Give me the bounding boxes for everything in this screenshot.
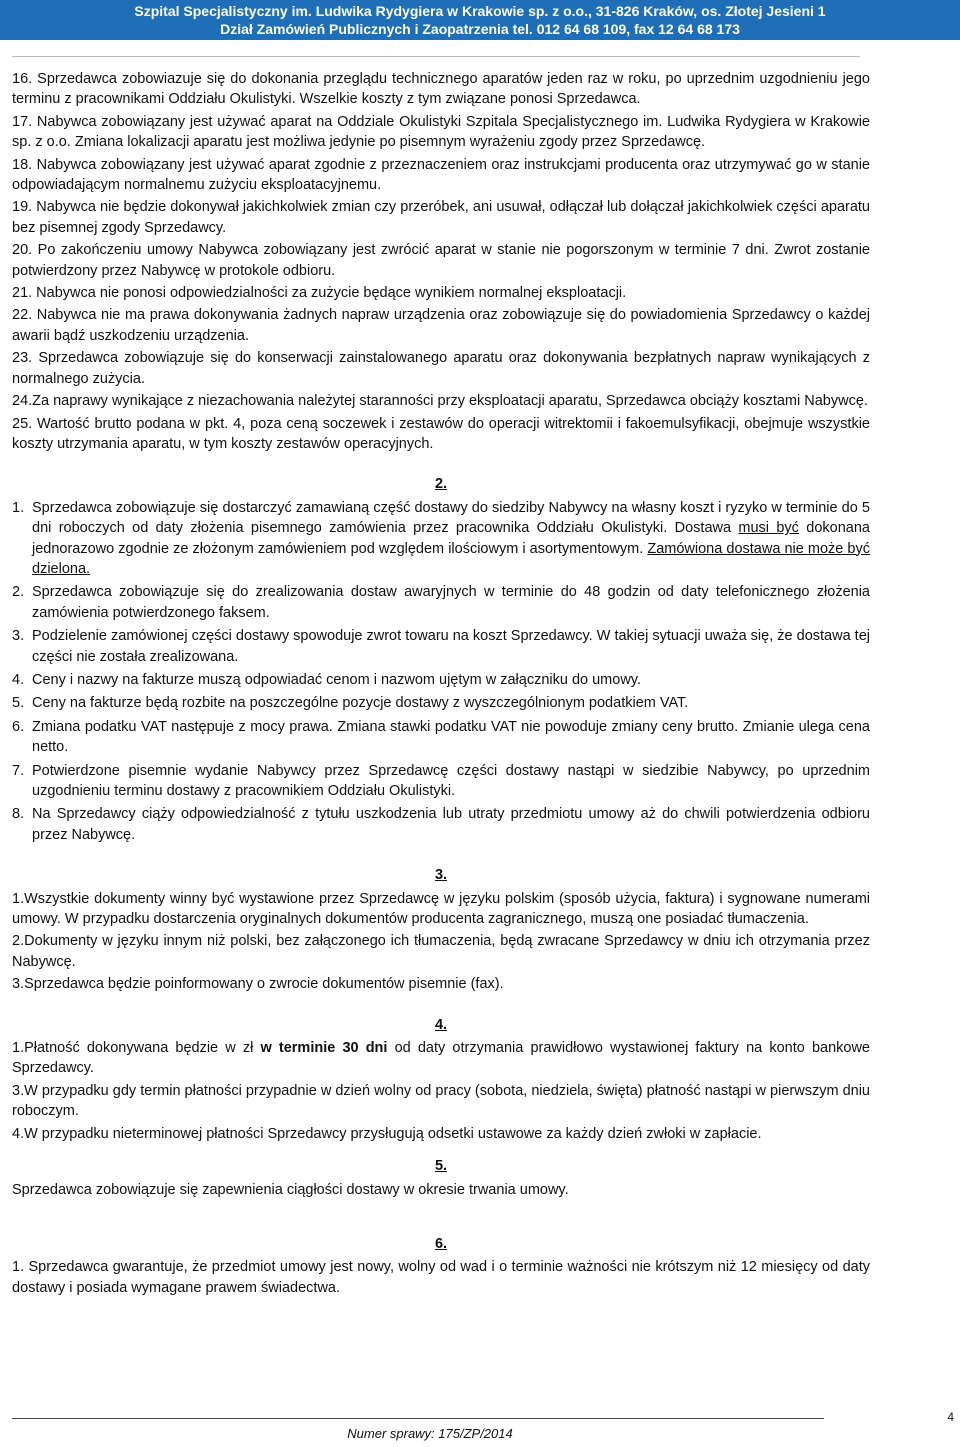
item-number: 2. <box>12 584 25 601</box>
section-3-paragraph: 1.Wszystkie dokumenty winny być wystawione przez Sprzedawcę w języku polskim (sposób użycia, faktura) i sygnowane numerami umowy. W przypadku dostarczenia oryginalnych dokumentów producenta zagranicznego, muszą one posiadać tłumaczenia. <box>12 890 870 928</box>
list-item <box>12 804 870 845</box>
list-item <box>12 693 870 713</box>
clause-24: 24.Za naprawy wynikające z niezachowania należytej staranności przy eksploatacji aparatu, Sprzedawca obciąży kosztami Nabywcę. <box>12 393 868 410</box>
list-item <box>12 717 870 758</box>
item-text <box>32 498 870 580</box>
item-number: 8. <box>12 806 25 823</box>
clause-25: 25. Wartość brutto podana w pkt. 4, poza ceną soczewek i zestawów do operacji witrektomii i fakoemulsyfikacji, obejmuje wszystkie koszty utrzymania aparatu, w tym koszty zestawów operacyjnych. <box>12 415 870 452</box>
list-item <box>12 626 870 667</box>
page-header <box>0 0 960 40</box>
item-text-part: dokonana jednorazowo zgodnie ze złożonym zamówieniem pod względem ilościowym i asortymentowym. <box>32 520 870 557</box>
footer-divider <box>12 1418 824 1419</box>
item-number: 6. <box>12 718 25 735</box>
item-text: Potwierdzone pisemnie wydanie Nabywcy przez Sprzedawcę części dostawy nastąpi w siedzibie Nabywcy, po uprzednim uzgodnieniu terminu dostawy z pracownikiem Oddziału Okulistyki. <box>32 762 870 799</box>
header-line-2: Dział Zamówień Publicznych i Zaopatrzenia tel. 012 64 68 109, fax 12 64 68 173 <box>220 21 740 37</box>
underlined-text: Zamówiona dostawa nie może być dzielona. <box>32 540 870 577</box>
item-number: 5. <box>12 695 25 712</box>
clause-20: 20. Po zakończeniu umowy Nabywca zobowiązany jest zwrócić aparat w stanie nie pogorszonym w terminie 7 dni. Zwrot zostanie potwierdzony przez Nabywcę w protokole odbioru. <box>12 242 870 279</box>
item-number: 1. <box>12 499 25 516</box>
item-text: Podzielenie zamówionej części dostawy spowoduje zwrot towaru na koszt Sprzedawcy. W takiej sytuacji uważa się, że dostawa tej części nie została zrealizowana. <box>32 628 870 665</box>
document-body <box>12 69 870 1300</box>
item-text: Na Sprzedawcy ciąży odpowiedzialność z tytułu uszkodzenia lub utraty przedmiotu umowy aż do chwili potwierdzenia odbioru przez Nabywcę. <box>32 806 870 843</box>
clause-18: 18. Nabywca zobowiązany jest używać aparat zgodnie z przeznaczeniem oraz instrukcjami producenta oraz utrzymywać go w stanie odpowiadającym normalnemu zużyciu eksploatacyjnemu. <box>12 156 870 194</box>
clause-19: 19. Nabywca nie będzie dokonywał jakichkolwiek zmian czy przeróbek, ani usuwał, odłączał lub dołączał jakichkolwiek części aparatu bez pisemnej zgody Sprzedawcy. <box>12 199 870 236</box>
section-2-list <box>12 498 870 846</box>
bold-text: w terminie 30 dni <box>260 1040 388 1057</box>
clause-16: 16. Sprzedawca zobowiazuje się do dokonania przeglądu technicznego aparatów jeden raz w roku, po uprzednim uzgodnieniu jego terminu z pracownikami Oddziału Okulistyki. Wszelkie koszty z tym związane ponosi Sprzedawca. <box>12 71 870 108</box>
section-5-paragraph: Sprzedawca zobowiązuje się zapewnienia ciągłości dostawy w okresie trwania umowy. <box>12 1181 569 1198</box>
section-3-paragraph: 2.Dokumenty w języku innym niż polski, bez załączonego ich tłumaczenia, będą zwracane Sprzedawcy w dniu ich otrzymania przez Nabywcę. <box>12 933 870 970</box>
item-text: Sprzedawca zobowiązuje się do zrealizowania dostaw awaryjnych w terminie do 48 godzin od daty telefonicznego złożenia zamówienia potwierdzonego faksem. <box>32 584 870 621</box>
section-4-heading: 4. <box>434 1016 448 1033</box>
section-6-heading: 6. <box>434 1235 448 1252</box>
section-5-heading: 5. <box>434 1158 448 1175</box>
section-4-paragraph: 3.W przypadku gdy termin płatności przypadnie w dzień wolny od pracy (sobota, niedziela, święta) płatność nastąpi w pierwszym dniu roboczym. <box>12 1082 870 1120</box>
item-number: 3. <box>12 628 25 645</box>
underlined-text: musi być <box>738 520 799 537</box>
clause-23: 23. Sprzedawca zobowiązuje się do konserwacji zainstalowanego aparatu oraz dokonywania bezpłatnych napraw wynikających z normalnego zużycia. <box>12 350 870 387</box>
section-3-heading: 3. <box>434 867 448 884</box>
list-item <box>12 498 870 580</box>
paragraph-text-part: 1.Płatność dokonywana będzie w zł <box>12 1040 261 1057</box>
item-text: Ceny i nazwy na fakturze muszą odpowiadać cenom i nazwom ujętym w załączniku do umowy. <box>32 671 641 688</box>
clause-22: 22. Nabywca nie ma prawa dokonywania żadnych napraw urządzenia oraz zobowiązuje się do powiadomienia Sprzedawcy o każdej awarii bądź uszkodzeniu urządzenia. <box>12 307 870 344</box>
item-text-part: Sprzedawca zobowiązuje się dostarczyć zamawianą część dostawy do siedziby Nabywcy na własny koszt i ryzyko w terminie do 5 dni roboczych od daty złożenia pisemnego zamówienia przez pracownika Oddziału Okulistyki. Dostawa <box>32 499 870 537</box>
case-number: Numer sprawy: 175/ZP/2014 <box>347 1426 513 1441</box>
page-number: 4 <box>947 1410 954 1424</box>
clause-17: 17. Nabywca zobowiązany jest używać aparat na Oddziale Okulistyki Szpitala Specjalistycznego im. Ludwika Rydygiera w Krakowie sp. z o.o. Zmiana lokalizacji aparatu jest możliwa jedynie po pisemnym wyrażeniu zgody przez Sprzedawcę. <box>12 113 870 151</box>
clause-21: 21. Nabywca nie ponosi odpowiedzialności za zużycie będące wynikiem normalnej eksploatacji. <box>12 285 627 302</box>
item-text: Ceny na fakturze będą rozbite na poszczególne pozycje dostawy z wyszczególnionym podatkiem VAT. <box>32 695 689 712</box>
section-4-paragraph: 4.W przypadku nieterminowej płatności Sprzedawcy przysługują odsetki ustawowe za każdy dzień zwłoki w zapłacie. <box>12 1125 762 1142</box>
section-1-continued <box>12 69 870 454</box>
item-text: Zmiana podatku VAT następuje z mocy prawa. Zmiana stawki podatku VAT nie powoduje zmiany ceny brutto. Zmianie ulega cena netto. <box>32 718 870 756</box>
paragraph-text-part: od daty otrzymania prawidłowo wystawionej faktury na konto bankowe Sprzedawcy. <box>12 1040 870 1077</box>
item-number: 7. <box>12 762 25 779</box>
list-item <box>12 582 870 623</box>
list-item <box>12 761 870 802</box>
list-item <box>12 670 870 690</box>
item-number: 4. <box>12 671 25 688</box>
header-divider <box>12 56 860 57</box>
header-line-1: Szpital Specjalistyczny im. Ludwika Rydygiera w Krakowie sp. z o.o., 31-826 Kraków, os. Złotej Jesieni 1 <box>134 3 826 19</box>
section-6-paragraph: 1. Sprzedawca gwarantuje, że przedmiot umowy jest nowy, wolny od wad i o terminie ważności nie krótszym niż 12 miesięcy od daty dostawy i posiada wymagane prawem świadectwa. <box>12 1259 870 1296</box>
section-2-heading: 2. <box>434 476 448 493</box>
section-3-paragraph: 3.Sprzedawca będzie poinformowany o zwrocie dokumentów pisemnie (fax). <box>12 976 504 993</box>
section-4-paragraph <box>12 1038 870 1079</box>
